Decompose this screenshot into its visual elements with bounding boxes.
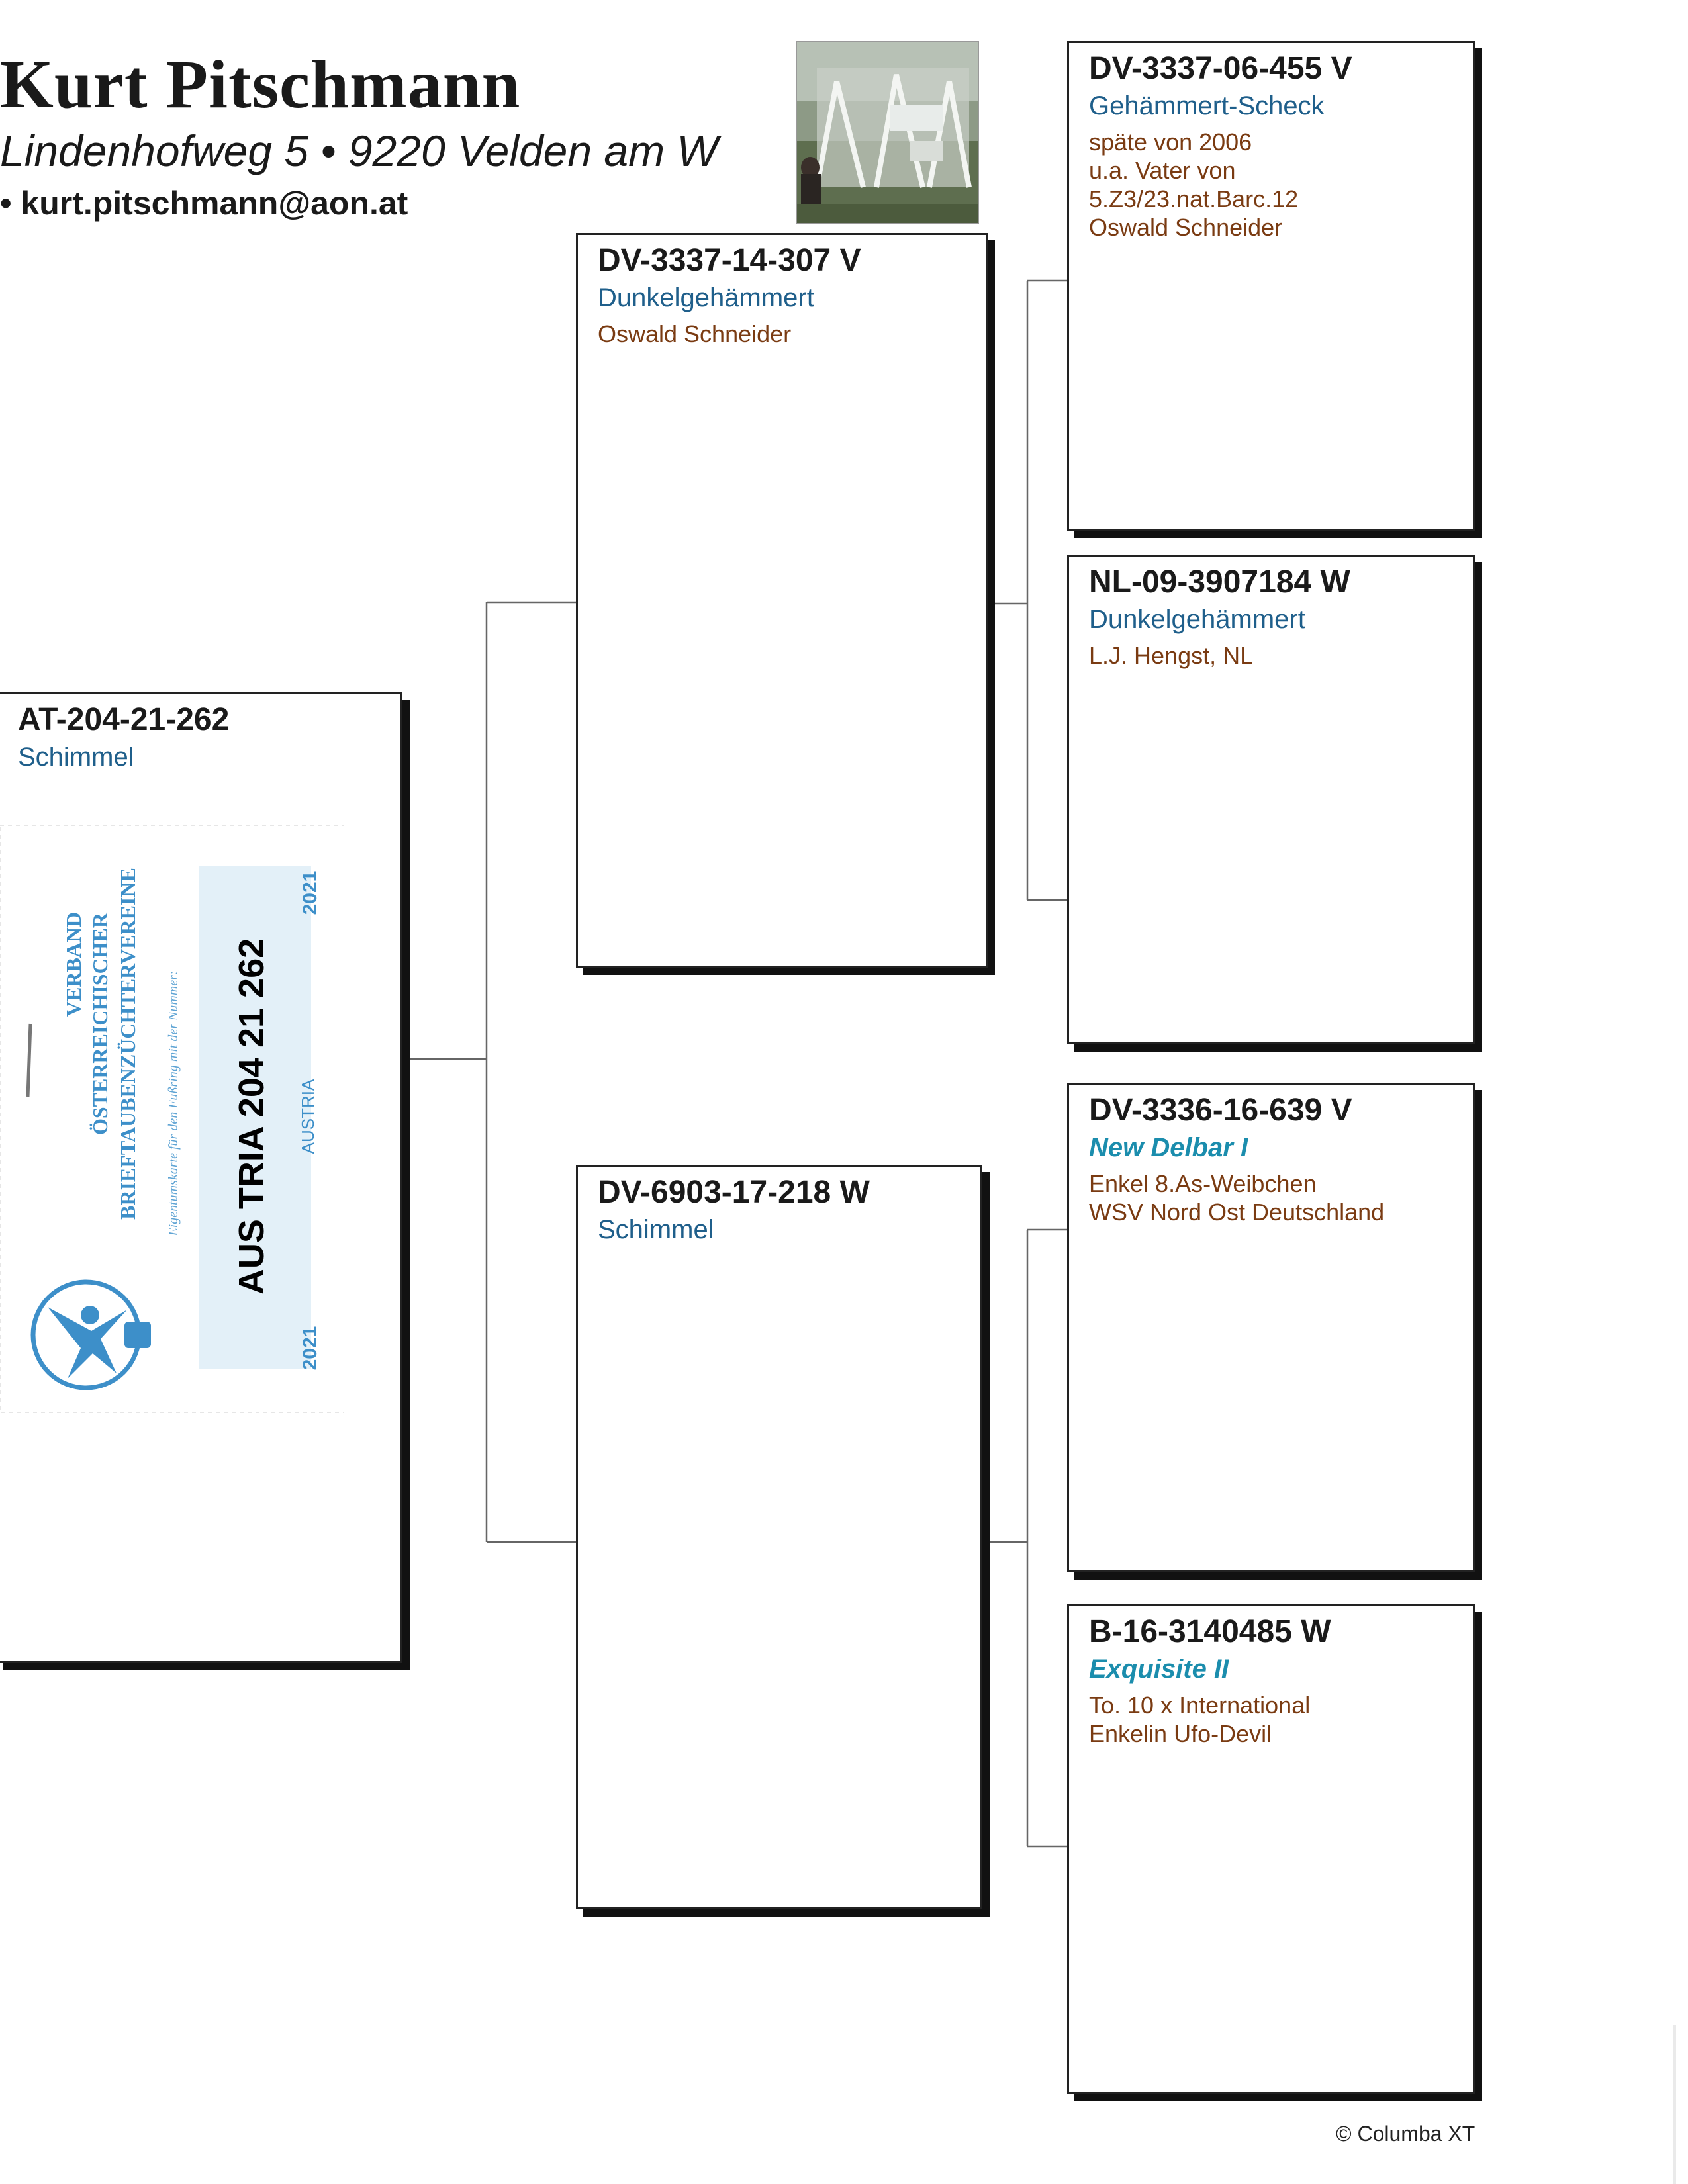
owner-address: Lindenhofweg 5 • 9220 Velden am W [0,126,718,175]
dam-dam-card [1067,1604,1475,2094]
dam-card [576,1165,982,1909]
bird-name: New Delbar I [1089,1133,1248,1162]
sire-sire-card [1067,41,1475,531]
note-line: Oswald Schneider [1089,214,1283,241]
color-label: Dunkelgehämmert [598,283,814,312]
sire-dam-card [1067,555,1475,1044]
note-line: Enkel 8.As-Weibchen [1089,1170,1317,1197]
scan-edge [1673,2025,1676,2184]
note-line: späte von 2006 [1089,128,1252,156]
color-label: Gehämmert-Scheck [1089,91,1325,120]
ring-card-year-bottom: 2021 [299,1326,321,1371]
org-line3: BRIEFTAUBENZÜCHTERVEREINE [116,868,140,1220]
ring-number: DV-3337-06-455 V [1089,51,1352,86]
sire-card [576,233,988,968]
ring-card-country: AUSTRIA [298,1079,318,1154]
org-line2: ÖSTERREICHISCHER [88,912,112,1136]
ring-card-small-text: Eigentumskarte für den Fußring mit der Nummer: [166,970,181,1236]
ring-number: DV-6903-17-218 W [598,1175,870,1210]
note-line: WSV Nord Ost Deutschland [1089,1199,1385,1226]
loft-photo [796,41,979,224]
owner-name: Kurt Pitschmann [0,46,521,122]
dam-sire-card [1067,1083,1475,1572]
color-label: Schimmel [598,1215,714,1244]
note-line: To. 10 x International [1089,1692,1311,1719]
note-line: L.J. Hengst, NL [1089,642,1254,669]
ring-card-number: AUS TRIA 204 21 262 [232,938,271,1295]
note-line: Enkelin Ufo-Devil [1089,1720,1272,1747]
ring-card-image [0,825,344,1413]
color-label: Dunkelgehämmert [1089,605,1305,634]
org-line1: VERBAND [62,911,85,1017]
ring-number: DV-3337-14-307 V [598,243,861,278]
note-line: 5.Z3/23.nat.Barc.12 [1089,185,1299,212]
ring-number: B-16-3140485 W [1089,1614,1331,1649]
copyright: © Columba XT [1336,2122,1476,2146]
bird-name: Exquisite II [1089,1655,1229,1684]
ring-number: AT-204-21-262 [18,702,230,737]
color-label: Schimmel [18,743,134,772]
ring-number: DV-3336-16-639 V [1089,1093,1352,1128]
note-line: u.a. Vater von [1089,157,1236,184]
owner-email: • kurt.pitschmann@aon.at [0,185,408,222]
ring-number: NL-09-3907184 W [1089,565,1350,600]
note-line: Oswald Schneider [598,320,792,347]
ring-card-year-top: 2021 [299,870,321,915]
